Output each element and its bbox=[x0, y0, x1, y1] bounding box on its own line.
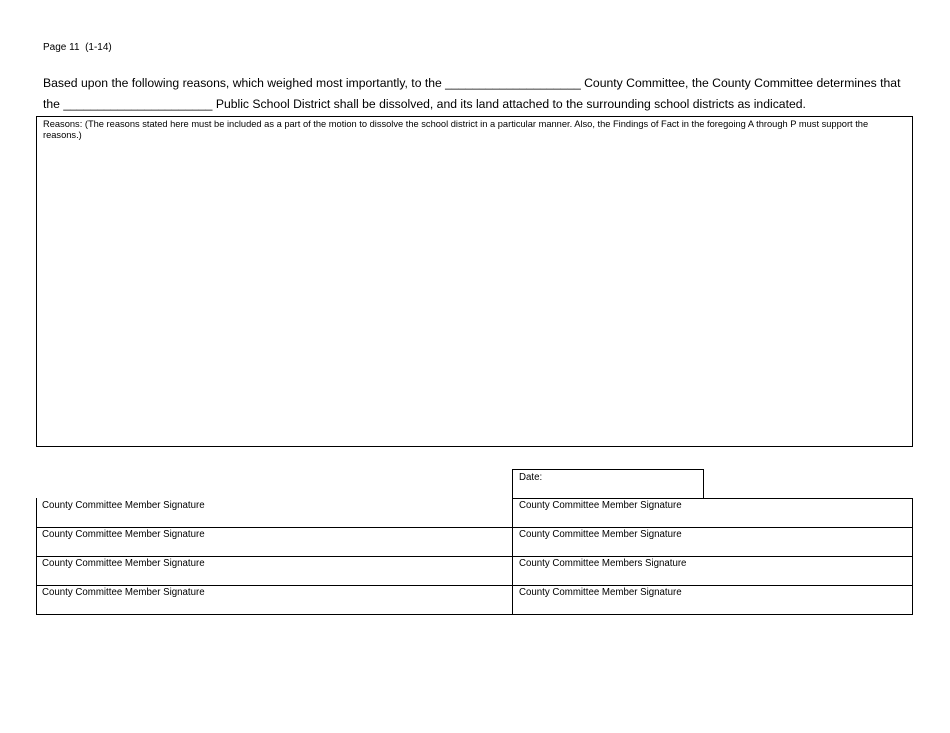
reasons-field[interactable] bbox=[36, 116, 913, 447]
signature-label: County Committee Member Signature bbox=[519, 587, 682, 598]
signature-label: County Committee Member Signature bbox=[42, 558, 205, 569]
signature-label: County Committee Member Signature bbox=[42, 587, 205, 598]
statement-line-2: the ______________________ Public School District shall be dissolved, and its land attached to the surrounding school districts as indicated. bbox=[43, 97, 806, 111]
signature-label: County Committee Member Signature bbox=[42, 529, 205, 540]
statement-line-1: Based upon the following reasons, which weighed most importantly, to the ____________________ County Committee, the County Committee determines that bbox=[43, 76, 901, 90]
signature-field-right-2[interactable] bbox=[513, 527, 912, 556]
page-number: Page 11 (1-14) bbox=[43, 42, 112, 53]
signature-field-left-3[interactable] bbox=[36, 556, 512, 585]
signature-field-left-4[interactable] bbox=[36, 585, 512, 614]
grid-line bbox=[912, 498, 913, 615]
signature-label: County Committee Members Signature bbox=[519, 558, 687, 569]
reasons-label: Reasons: (The reasons stated here must be included as a part of the motion to dissolve the school district in a particular manner. Also, the Findings of Fact in the foregoing A through P must support the reasons.) bbox=[43, 119, 869, 140]
signature-field-left-1[interactable] bbox=[36, 498, 512, 527]
date-label: Date: bbox=[519, 472, 543, 483]
signature-label: County Committee Member Signature bbox=[519, 500, 682, 511]
date-field[interactable] bbox=[512, 469, 704, 499]
signature-field-right-4[interactable] bbox=[513, 585, 912, 614]
signature-field-right-3[interactable] bbox=[513, 556, 912, 585]
signature-field-left-2[interactable] bbox=[36, 527, 512, 556]
signature-label: County Committee Member Signature bbox=[42, 500, 205, 511]
grid-line bbox=[36, 614, 913, 615]
signature-grid bbox=[36, 498, 913, 615]
signature-field-right-1[interactable] bbox=[513, 498, 912, 527]
signature-label: County Committee Member Signature bbox=[519, 529, 682, 540]
